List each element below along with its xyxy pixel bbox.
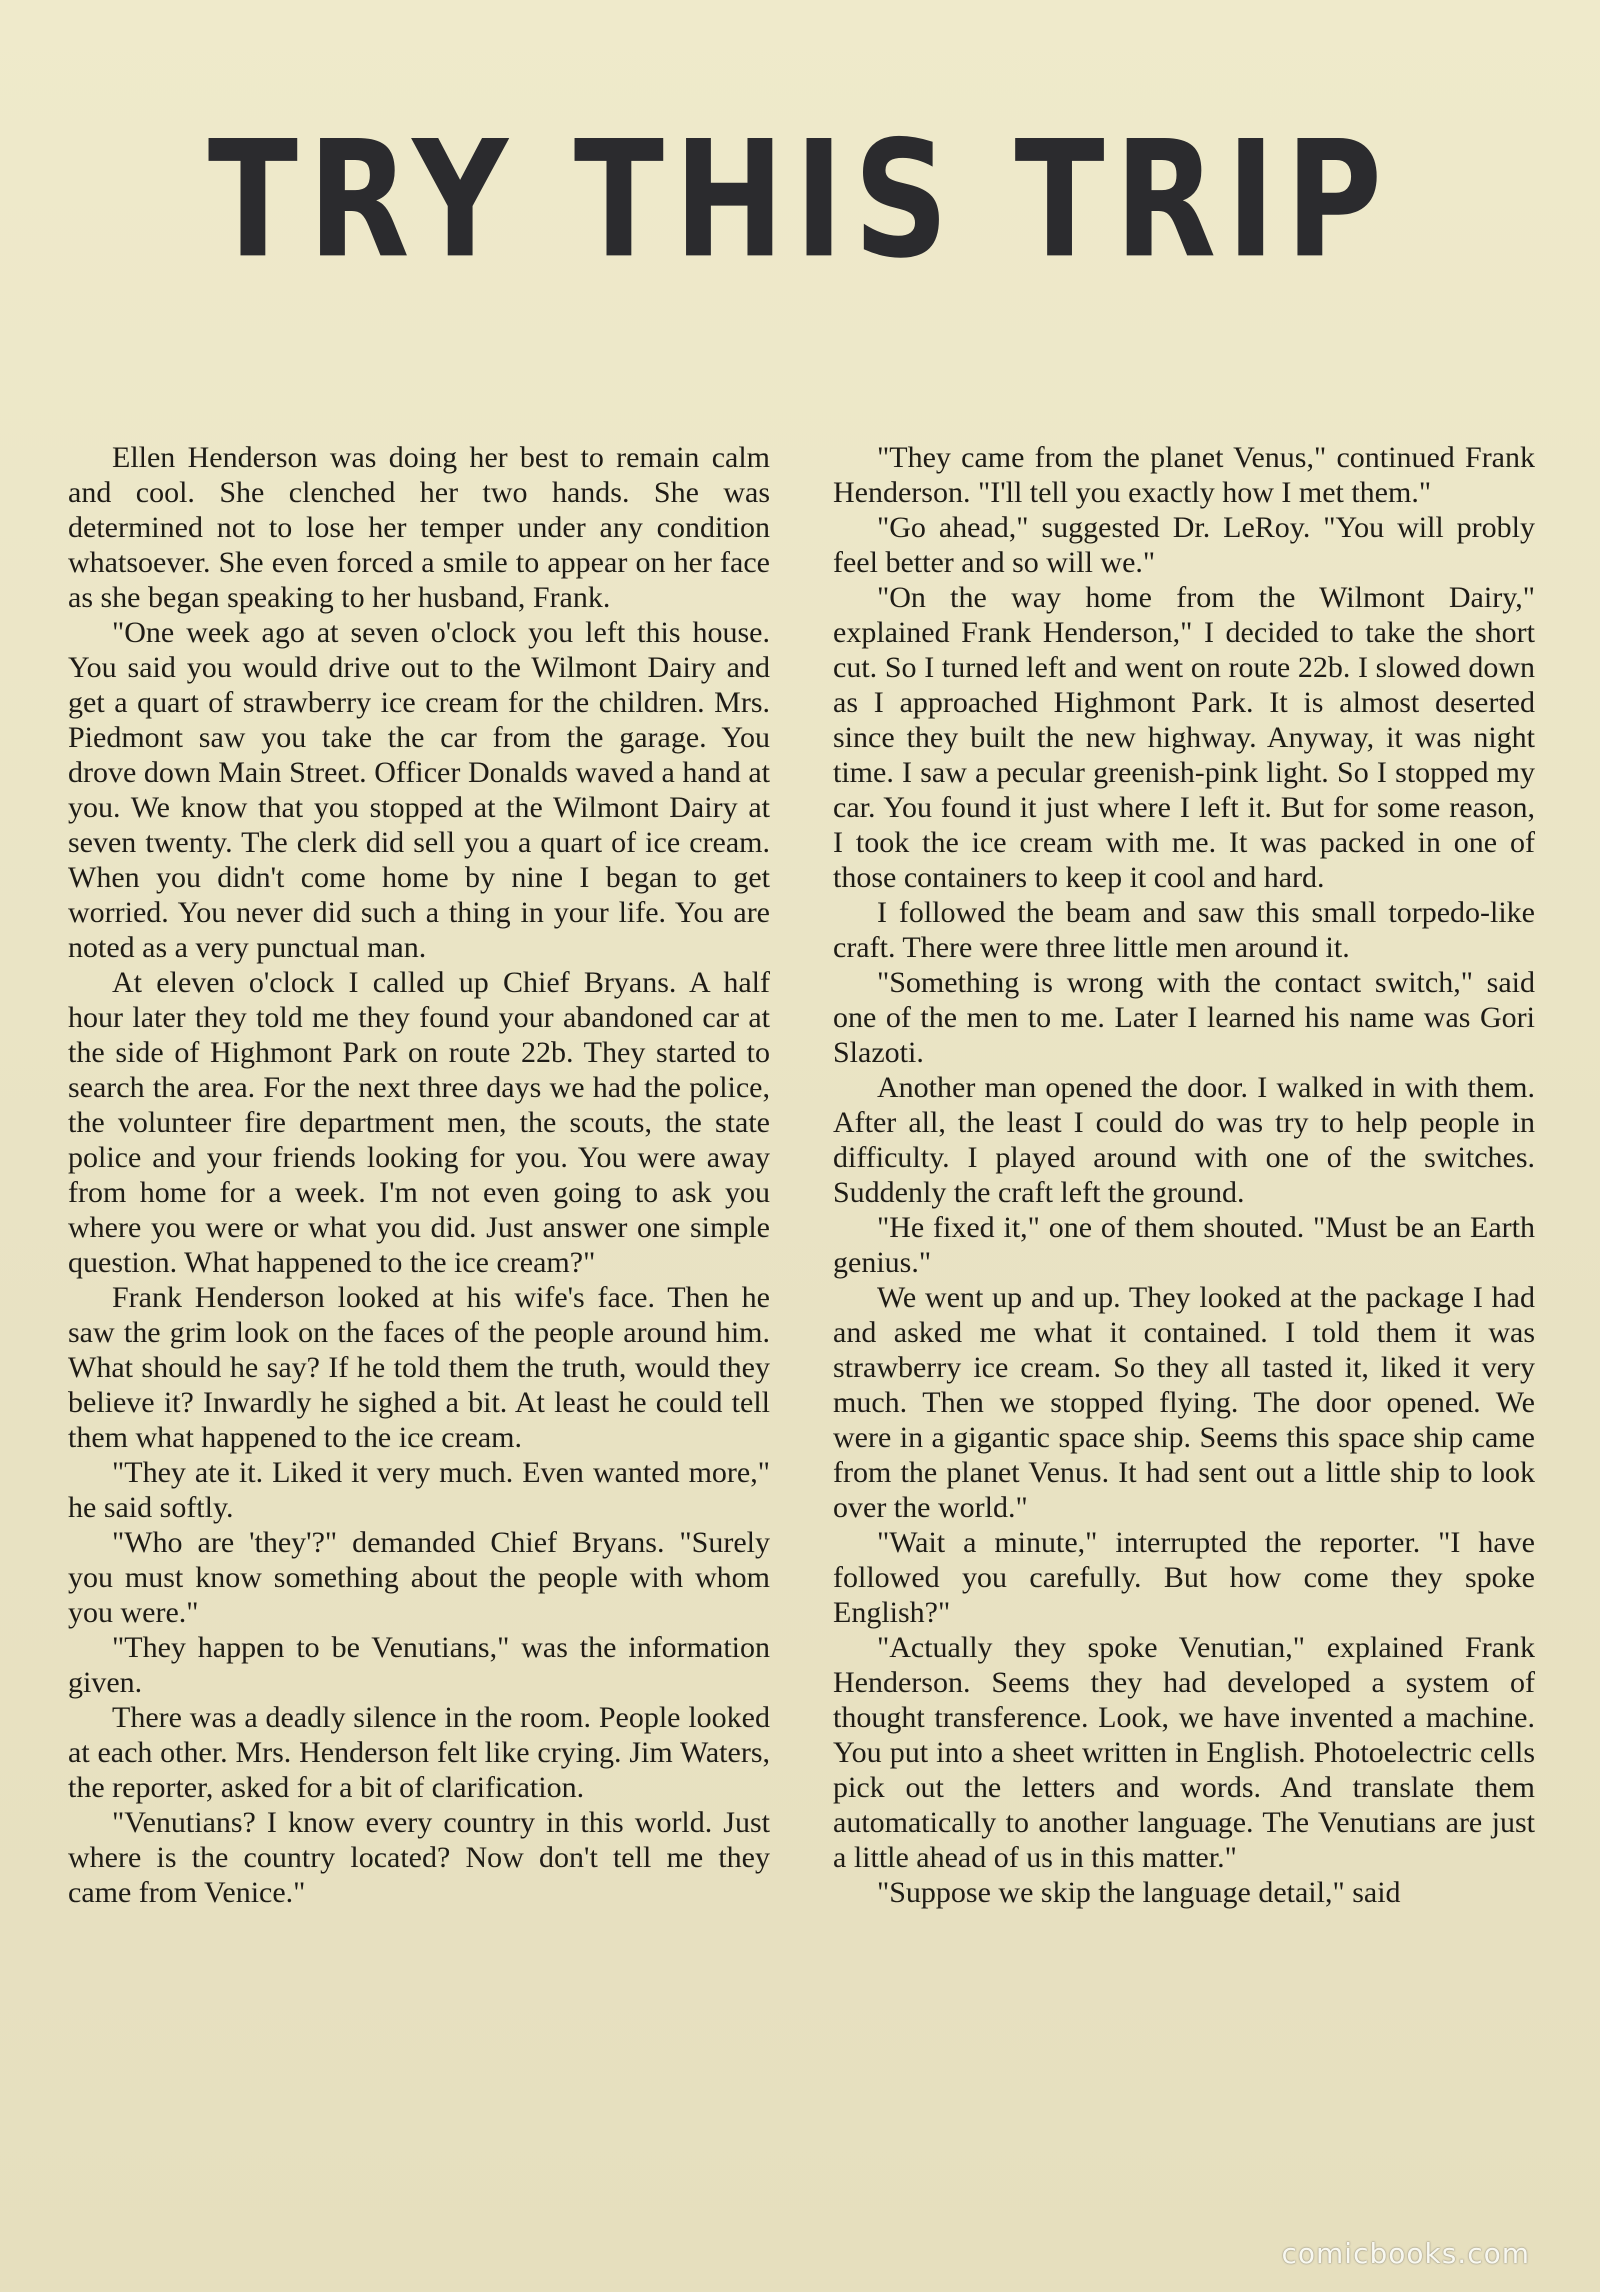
paragraph: "Who are 'they'?" demanded Chief Bryans. "Surely you must know something about the people with whom you were." [68,1526,770,1629]
paragraph: "They ate it. Liked it very much. Even wanted more," he said softly. [68,1456,770,1524]
paragraph: Ellen Henderson was doing her best to remain calm and cool. She clenched her two hands. She was determined not to lose her temper under any condition whatsoever. She even forced a smile to appear on her face as she began speaking to her husband, Frank. [68,441,770,614]
paragraph: "Wait a minute," interrupted the reporter. "I have followed you carefully. But how come they spoke English?" [833,1526,1535,1629]
paragraph: We went up and up. They looked at the package I had and asked me what it contained. I told them it was strawberry ice cream. So they all tasted it, liked it very much. Then we stopped flying. The door opened. We were in a gigantic space ship. Seems this space ship came from the planet Venus. It had sent out a little ship to look over the world." [833,1281,1535,1524]
paragraph: "Suppose we skip the language detail," said [877,1876,1401,1909]
paragraph: "One week ago at seven o'clock you left this house. You said you would drive out to the Wilmont Dairy and get a quart of strawberry ice cream for the children. Mrs. Piedmont saw you take the car from the garage. You drove down Main Street. Officer Donalds waved a hand at you. We know that you stopped at the Wilmont Dairy at seven twenty. The clerk did sell you a quart of ice cream. When you didn't come home by nine I began to get worried. You never did such a thing in your life. You are noted as a very punctual man. [68,616,770,964]
right-column [833,440,1535,2160]
paragraph: "He fixed it," one of them shouted. "Must be an Earth genius." [833,1211,1535,1279]
paragraph: Another man opened the door. I walked in with them. After all, the least I could do was try to help people in difficulty. I played around with one of the switches. Suddenly the craft left the ground. [833,1071,1535,1209]
paragraph: "Go ahead," suggested Dr. LeRoy. "You will probly feel better and so will we." [833,511,1535,579]
paragraph: I followed the beam and saw this small torpedo-like craft. There were three little men around it. [833,896,1535,964]
watermark: comicbooks.com [1281,2237,1530,2270]
paragraph: "They came from the planet Venus," continued Frank Henderson. "I'll tell you exactly how I met them." [833,441,1535,509]
paragraph: "Actually they spoke Venutian," explained Frank Henderson. Seems they had developed a system of thought transference. Look, we have invented a machine. You put into a sheet written in English. Photoelectric cells pick out the letters and words. And translate them automatically to another language. The Venutians are just a little ahead of us in this matter." [833,1631,1535,1874]
paragraph: "They happen to be Venutians," was the information given. [68,1631,770,1699]
paragraph: Frank Henderson looked at his wife's face. Then he saw the grim look on the faces of the people around him. What should he say? If he told them the truth, would they believe it? Inwardly he sighed a bit. At least he could tell them what happened to the ice cream. [68,1281,770,1454]
paragraph: "Something is wrong with the contact switch," said one of the men to me. Later I learned his name was Gori Slazoti. [833,966,1535,1069]
paragraph: "Venutians? I know every country in this world. Just where is the country located? Now don't tell me they came from Venice." [68,1806,770,1909]
page-title: TRY THIS TRIP [207,106,1393,295]
paragraph: There was a deadly silence in the room. People looked at each other. Mrs. Henderson felt like crying. Jim Waters, the reporter, asked for a bit of clarification. [68,1701,770,1804]
story-columns [0,440,1600,2160]
paragraph: At eleven o'clock I called up Chief Bryans. A half hour later they told me they found your abandoned car at the side of Highmont Park on route 22b. They started to search the area. For the next three days we had the police, the volunteer fire department men, the scouts, the state police and your friends looking for you. You were away from home for a week. I'm not even going to ask you where you were or what you did. Just answer one simple question. What happened to the ice cream?" [68,966,770,1279]
paragraph: "On the way home from the Wilmont Dairy," explained Frank Henderson," I decided to take the short cut. So I turned left and went on route 22b. I slowed down as I approached Highmont Park. It is almost deserted since they built the new highway. Anyway, it was night time. I saw a pecular greenish-pink light. So I stopped my car. You found it just where I left it. But for some reason, I took the ice cream with me. It was packed in one of those containers to keep it cool and hard. [833,581,1535,894]
left-column [68,440,770,2160]
